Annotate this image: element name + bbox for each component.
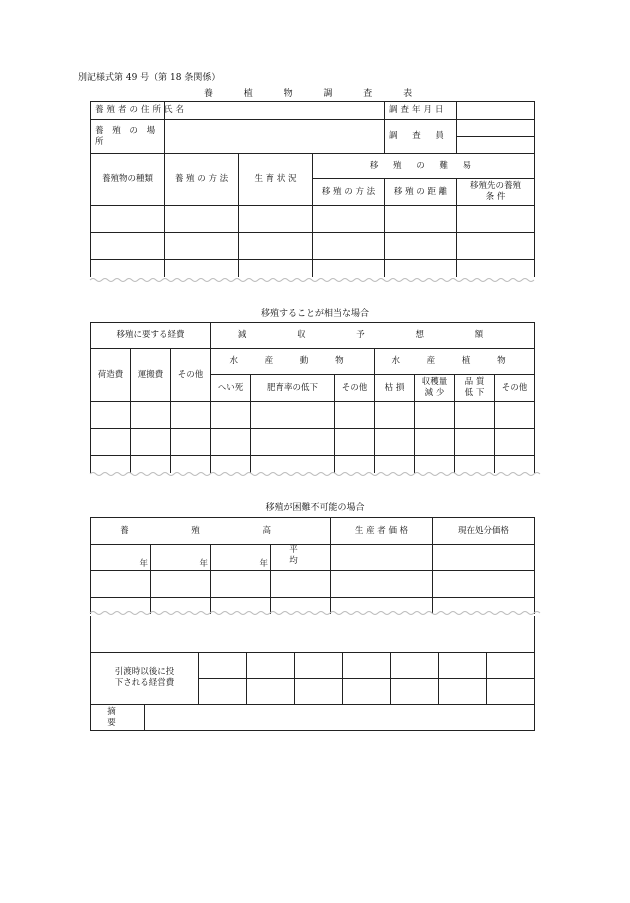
yield-decrease-label: 収穫量 減 少: [415, 375, 455, 402]
place-value[interactable]: [165, 120, 385, 154]
ease-label: 移 殖 の 難 易: [313, 154, 535, 179]
section-title-relocatable: 移殖することが相当な場合: [260, 309, 369, 319]
place-label: 養 殖 の 場 所: [91, 120, 165, 154]
form-title: 養 植 物 調 査 表: [203, 89, 427, 99]
table-break-mark: [90, 471, 535, 477]
table-break-mark: [90, 277, 535, 283]
owner-label: 養殖者の住所氏名: [91, 102, 165, 120]
inspector-value-1[interactable]: [457, 120, 535, 137]
wither-label: 枯 損: [375, 375, 415, 402]
dest-condition-label: 移殖先の養殖 条 件: [457, 179, 535, 206]
animal-other-label: その他: [335, 375, 375, 402]
section-title-impossible: 移殖が困難不可能の場合: [265, 503, 365, 513]
table-row: [91, 260, 535, 277]
plant-label: 水 産 植 物: [375, 349, 535, 375]
inspector-value-2[interactable]: [457, 137, 535, 154]
growth-rate-label: 肥育率の低下: [251, 375, 335, 402]
form-reference: 別記様式第 49 号（第 18 条関係）: [78, 73, 221, 83]
kind-label: 養殖物の種類: [91, 154, 165, 206]
table-row: [91, 429, 535, 456]
summary-table: [90, 704, 535, 731]
transport-label: 運搬費: [131, 349, 171, 402]
move-method-label: 移 殖 の 方 法: [313, 179, 385, 206]
table-row: [91, 456, 535, 473]
table-row: [91, 402, 535, 429]
current-price-label: 現在処分価格: [433, 518, 535, 545]
method-label: 養 殖 の 方 法: [165, 154, 239, 206]
relocation-cost-table: [90, 322, 535, 473]
other-cost-label: その他: [171, 349, 211, 402]
summary-value[interactable]: [145, 705, 535, 731]
animal-label: 水 産 動 物: [211, 349, 375, 375]
survey-date-label: 調査年月日: [385, 102, 457, 120]
year-1-label: 年: [91, 545, 151, 571]
survey-table: [90, 101, 535, 277]
year-3-label: 年: [211, 545, 271, 571]
owner-value[interactable]: [165, 102, 385, 120]
move-distance-label: 移 殖 の 距 離: [385, 179, 457, 206]
after-transfer-label: 引渡時以後に投 下される経営費: [91, 652, 199, 704]
average-label: 平 均: [271, 545, 331, 571]
yield-price-table: [90, 517, 535, 614]
blank-area[interactable]: [91, 616, 535, 652]
inspector-label: 調 査 員: [385, 120, 457, 154]
table-row: [91, 233, 535, 260]
packing-label: 荷造費: [91, 349, 131, 402]
year-2-label: 年: [151, 545, 211, 571]
table-row: [91, 206, 535, 233]
death-label: へい死: [211, 375, 251, 402]
yield-header: 養 殖 高: [91, 518, 331, 545]
loss-label: 減 収 予 想 額: [211, 323, 535, 349]
cost-label: 移殖に要する経費: [91, 323, 211, 349]
operating-cost-table: [90, 616, 535, 705]
survey-date-value[interactable]: [457, 102, 535, 120]
growth-label: 生 育 状 況: [239, 154, 313, 206]
quality-decrease-label: 品 質 低 下: [455, 375, 495, 402]
plant-other-label: その他: [495, 375, 535, 402]
table-row: [91, 571, 535, 598]
producer-price-label: 生 産 者 価 格: [331, 518, 433, 545]
summary-label: 摘 要: [91, 705, 145, 731]
